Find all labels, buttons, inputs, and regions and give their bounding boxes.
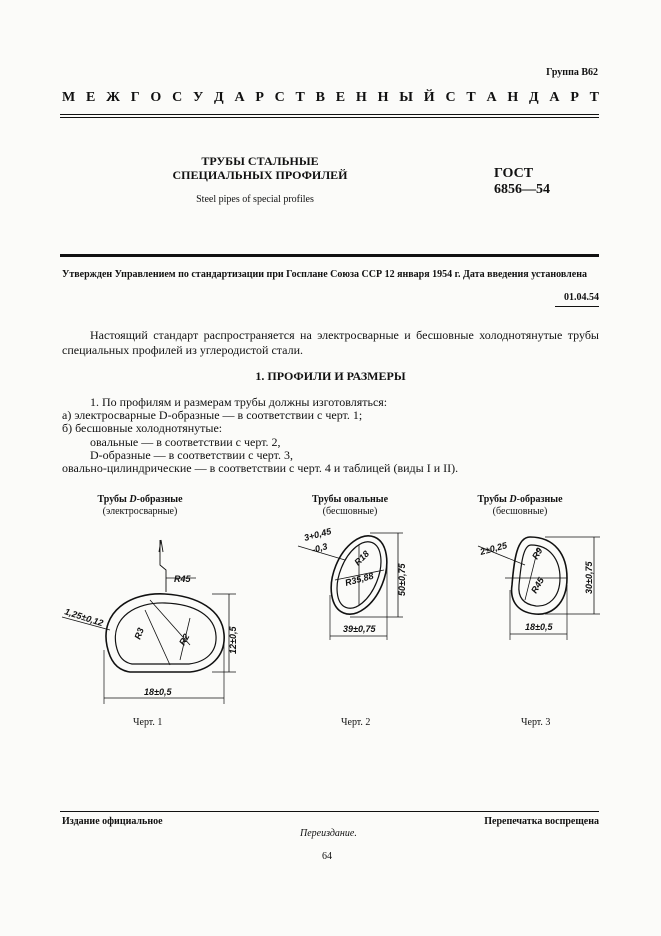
figure-2-label: Черт. 2: [341, 717, 371, 728]
footer-reprint-notice: Перепечатка воспрещена: [484, 816, 599, 827]
fig3-dim-wall: 2±0,25: [478, 540, 509, 557]
intro-paragraph: Настоящий стандарт распространяется на электросварные и бесшовные холоднотянутые трубы специальных профилей из углеродистой стали.: [62, 328, 599, 357]
fig1-subcaption: (электросварные): [102, 506, 178, 517]
fig2-dim-width: 39±0,75: [343, 624, 376, 634]
fig3-dim-height: 30±0,75: [584, 561, 594, 594]
figure-1-label: Черт. 1: [133, 717, 163, 728]
title-line-2: СПЕЦИАЛЬНЫХ ПРОФИЛЕЙ: [172, 168, 348, 182]
effective-date: 01.04.54: [564, 292, 599, 303]
fig2-dim-r-inner: R18: [352, 548, 372, 568]
fig2-subcaption: (бесшовные): [322, 506, 378, 517]
fig3-caption-prefix: Трубы: [477, 494, 510, 505]
title-line-1: ТРУБЫ СТАЛЬНЫЕ: [201, 154, 319, 168]
fig3-subcaption: (бесшовные): [492, 506, 548, 517]
list-item: овальные — в соответствии с черт. 2,: [90, 434, 281, 449]
group-code: Группа В62: [546, 67, 598, 78]
fig1-dim-wall: 1,25±0,12: [63, 606, 105, 629]
fig1-caption-prefix: Трубы: [97, 494, 130, 505]
fig2-dim-height: 50±0,75: [397, 563, 407, 596]
fig3-dim-width: 18±0,5: [525, 622, 553, 632]
fig1-dim-r3: R3: [132, 626, 146, 641]
list-item: 1. По профилям и размерам трубы должны изготовляться:: [90, 395, 388, 409]
fig1-dim-r45: R45: [174, 574, 191, 584]
fig3-caption-suffix: -образные: [516, 494, 563, 505]
approval-statement: Утвержден Управлением по стандартизации при Госплане Союза ССР 12 января 1954 г. Дата введения установлена: [62, 269, 587, 280]
fig2-caption: Трубы овальные: [311, 494, 389, 505]
figure-3-label: Черт. 3: [521, 717, 551, 728]
fig3-caption-italic: D: [509, 494, 517, 505]
fig1-caption-suffix: -образные: [136, 494, 183, 505]
gost-label: ГОСТ: [494, 166, 534, 181]
standard-banner: М Е Ж Г О С У Д А Р С Т В Е Н Н Ы Й С Т А Н Д А Р Т: [62, 90, 599, 105]
section-heading: 1. ПРОФИЛИ И РАЗМЕРЫ: [255, 369, 406, 383]
page-number: 64: [322, 851, 332, 862]
fig1-caption-italic: D: [129, 494, 137, 505]
fig2-dim-wall-bottom: -0,3: [310, 541, 329, 555]
fig1-dim-height: 12±0,5: [228, 626, 238, 654]
title-english: Steel pipes of special profiles: [196, 194, 314, 205]
footer-rule: [60, 811, 599, 812]
list-item: овально-цилиндрические — в соответствии с черт. 4 и таблицей (виды I и II).: [62, 461, 459, 476]
fig1-dim-r2: R2: [177, 632, 192, 647]
footer-official-edition: Издание официальное: [62, 816, 163, 827]
fig1-dim-width: 18±0,5: [144, 687, 172, 697]
reissue-note: Переиздание.: [300, 828, 357, 839]
fig3-dim-r9: R9: [530, 546, 545, 561]
fig3-dim-r45: R45: [529, 575, 546, 595]
fig2-dim-r-outer: R35,88: [343, 570, 375, 588]
fig2-dim-wall-top: 3+0,45: [302, 526, 333, 543]
gost-number: 6856—54: [494, 182, 550, 197]
list-item: а) электросварные D-образные — в соответствии с черт. 1;: [62, 408, 363, 423]
list-item: б) бесшовные холоднотянутые:: [62, 421, 223, 436]
list-item: D-образные — в соответствии с черт. 3,: [90, 447, 293, 462]
